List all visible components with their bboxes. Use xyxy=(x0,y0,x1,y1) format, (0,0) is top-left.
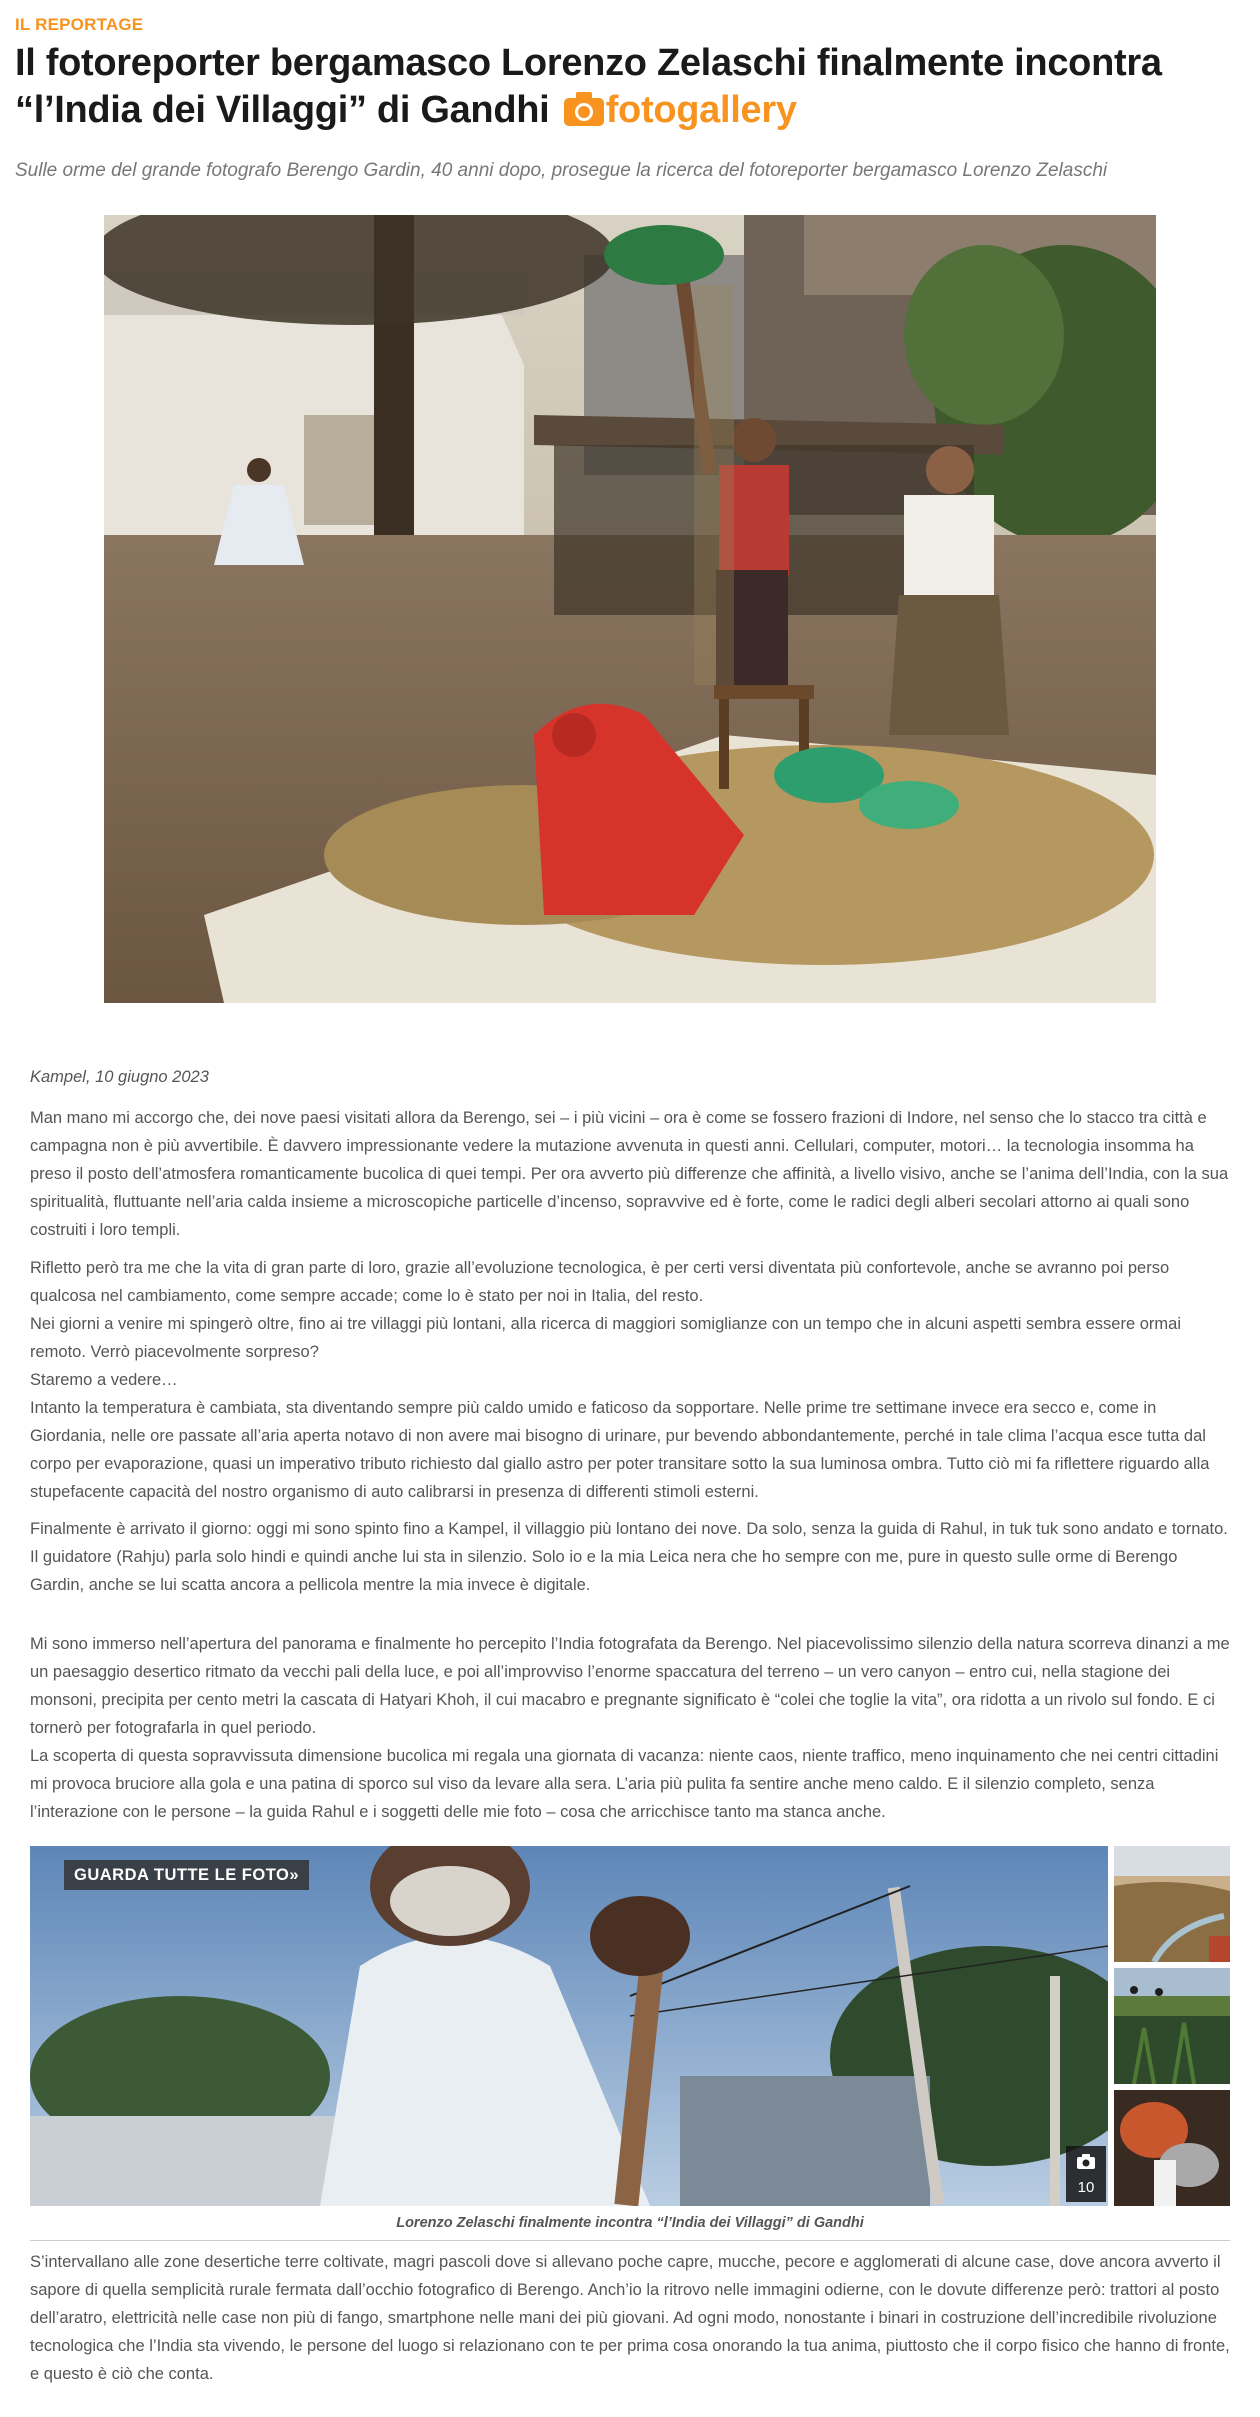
divider xyxy=(30,2240,1230,2241)
dateline: Kampel, 10 giugno 2023 xyxy=(30,1068,209,1086)
article-headline xyxy=(15,40,1245,138)
photo-gallery xyxy=(30,1846,1230,2206)
gallery-thumbnail[interactable] xyxy=(1114,1968,1230,2084)
fotogallery-label: fotogallery xyxy=(605,89,797,131)
photo-count: 10 xyxy=(1077,2179,1095,2196)
paragraph-4: Mi sono immerso nell’apertura del panorama e finalmente ho percepito l’India fotografata da Berengo. Nel piacevolissimo silenzio della natura scorreva dinanzi a me un paesaggio desertico ritmato da vecchi pali della luce, e poi all’improvviso l’enorme spaccatura del terreno – un vero canyon – entro cui, nella stagione dei monsoni, precipita per cento metri la cascata di Hatyari Khoh, il cui macabro e pregnante significato è “colei che toglie la vita”, ora ridotta a un rivolo sul fondo. E ci tornerò per fotografarla in quel periodo. La scoperta di questa sopravvissuta dimensione bucolica mi regala una giornata di vacanza: niente caos, niente traffico, meno inquinamento che nei centri cittadini mi provoca bruciore alla gola e una patina di sporco sul viso da levare alla sera. L’aria più pulita fa sentire anche meno caldo. E il silenzio completo, senza l’interazione con le persone – la guida Rahul e i soggetti delle mie foto – cosa che arricchisce tanto ma stanca anche. xyxy=(30,1635,1230,1821)
gallery-caption: Lorenzo Zelaschi finalmente incontra “l’India dei Villaggi” di Gandhi xyxy=(396,2215,864,2231)
headline-text: Il fotoreporter bergamasco Lorenzo Zelaschi finalmente incontra “l’India dei Villaggi” di Gandhi xyxy=(15,42,1162,131)
photo-count-badge[interactable] xyxy=(1066,2146,1106,2202)
main-photo xyxy=(104,215,1156,1003)
article-subtitle: Sulle orme del grande fotografo Berengo Gardin, 40 anni dopo, prosegue la ricerca del fotoreporter bergamasco Lorenzo Zelaschi xyxy=(15,160,1108,181)
paragraph-5: S’intervallano alle zone desertiche terre coltivate, magri pascoli dove si allevano poche capre, mucche, pecore e agglomerati di alcune case, dove ancora avverto il sapore di quella semplicità rurale fermata dall’occhio fotografico di Berengo. Anch’io la ritrovo nelle immagini odierne, con le dovute differenze però: trattori al posto dell’aratro, elettricità nelle case non più di fango, smartphone nelle mani dei più giovani. Ad ogni modo, nonostante i binari in costruzione dell’incredibile rivoluzione tecnologica che l’India sta vivendo, le persone del luogo si relazionano con te per prima cosa onorando la tua anima, piuttosto che il corpo fisico che hanno di fronte, e questo è ciò che conta. xyxy=(30,2253,1230,2383)
gallery-thumbnail[interactable] xyxy=(1114,2090,1230,2206)
paragraph-3: Finalmente è arrivato il giorno: oggi mi sono spinto fino a Kampel, il villaggio più lontano dei nove. Da solo, senza la guida di Rahul, in tuk tuk sono andato e tornato. Il guidatore (Rahju) parla solo hindi e quindi anche lui sta in silenzio. Solo io e la mia Leica nera che ho sempre con me, pure in questo sulle orme di Berengo Gardin, anche se lui scatta ancora a pellicola mentre la mia invece è digitale. xyxy=(30,1520,1228,1594)
camera-icon xyxy=(564,91,604,138)
fotogallery-link[interactable] xyxy=(560,89,797,131)
gallery-main-photo[interactable] xyxy=(30,1846,1108,2206)
gallery-thumbnail[interactable] xyxy=(1114,1846,1230,1962)
section-kicker: IL REPORTAGE xyxy=(15,15,144,34)
paragraph-2: Rifletto però tra me che la vita di gran parte di loro, grazie all’evoluzione tecnologica, è per certi versi diventata più confortevole, anche se avranno poi perso qualcosa nel cambiamento, come sempre accade; come lo è stato per noi in Italia, del resto. Nei giorni a venire mi spingerò oltre, fino ai tre villaggi più lontani, alla ricerca di maggiori somiglianze con un tempo che in alcuni aspetti sembra essere ormai remoto. Verrò piacevolmente sorpreso? Staremo a vedere… Intanto la temperatura è cambiata, sta diventando sempre più caldo umido e faticoso da sopportare. Nelle prime tre settimane invece era secco e, come in Giordania, nelle ore passate all’aria aperta notavo di non avere mai bisogno di urinare, pur bevendo abbondantemente, perché in tale clima l’acqua esce tutta dal corpo per evaporazione, quasi un imperativo tributo richiesto dal giallo astro per poter transitare sotto la sua luminosa ombra. Tutto ciò mi fa riflettere riguardo alla stupefacente capacità del nostro organismo di auto calibrarsi in presenza di differenti stimoli esterni. xyxy=(30,1259,1210,1501)
see-all-photos-button[interactable]: GUARDA TUTTE LE FOTO» xyxy=(64,1860,309,1890)
camera-icon xyxy=(1077,2154,1095,2173)
paragraph-1: Man mano mi accorgo che, dei nove paesi visitati allora da Berengo, sei – i più vicini – ora è come se fossero frazioni di Indore, nel senso che lo stacco tra città e campagna non è più avvertibile. È davvero impressionante vedere la mutazione avvenuta in questi anni. Cellulari, computer, motori… la tecnologia insomma ha preso il posto dell’atmosfera romanticamente bucolica di quei tempi. Per ora avverto più differenze che affinità, a livello visivo, anche se l’anima dell’India, con la sua spiritualità, fluttuante nell’aria calda insieme a microscopiche particelle d’incenso, sopravvive ed è forte, come le radici degli alberi secolari attorno ai quali sono costruiti i loro templi. xyxy=(30,1109,1229,1239)
